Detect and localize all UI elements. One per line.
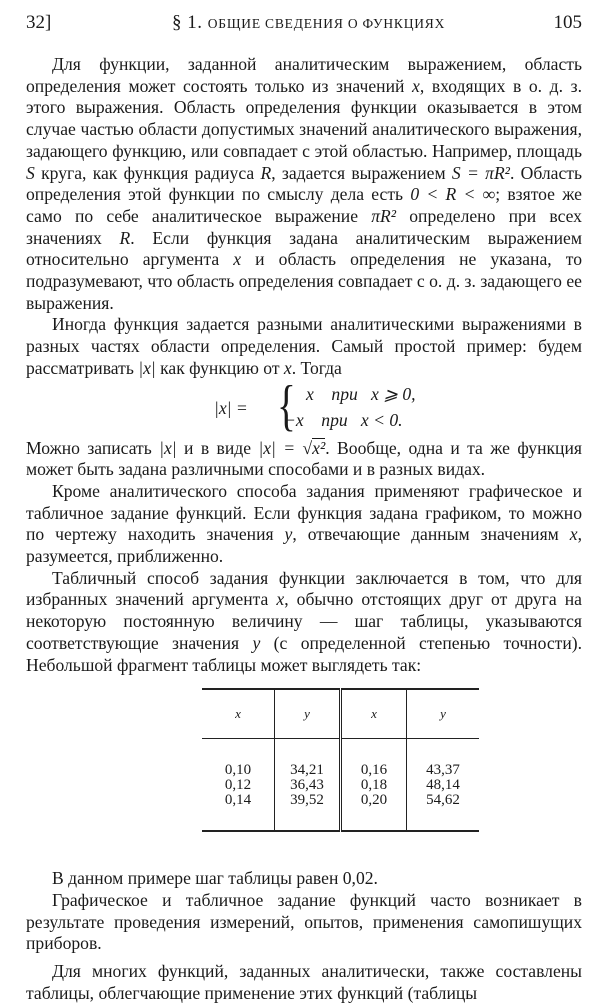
table-header-row [202, 689, 479, 739]
page-body [26, 54, 582, 1005]
function-table [202, 688, 479, 832]
table-container [26, 688, 582, 858]
table-col-y2: 43,37 48,14 54,62 [407, 739, 480, 832]
paragraph-3: Можно записать |x| и в виде |x| = √x². Вообще, одна и та же функция может быть задана различными способами и в разных видах. [26, 437, 582, 480]
domain-range: 0 < R < ∞ [410, 184, 496, 205]
table-row [202, 739, 479, 832]
section-number: § 1. [172, 12, 203, 33]
paragraph-1: Для функции, заданной аналитическим выражением, область определения может состоять только из значений x, входящих в о. д. з. этого выражения. Область определения функции оказывается в этом случае частью области допустимых значений аналитического выражения, задающего функцию, или совпадает с этой областью. Например, площадь S круга, как функция радиуса R, задается выражением S = πR². Область определения этой функции по смыслу дела есть 0 < R < ∞; взятое же само по себе аналитическое выражение πR² определено при всех значениях R. Если функция задана аналитическим выражением относительно аргумента x и область определения не указана, то подразумевают, что область определения совпадает с о. д. з. задающего ее выражения. [26, 54, 583, 313]
radicand: x² [312, 437, 326, 458]
table-col-x2: 0,16 0,18 0,20 [341, 739, 407, 832]
paragraph-8: Для многих функций, заданных аналитически, также составлены таблицы, облегчающие применение этих функций (таблицы [26, 961, 582, 1003]
table-header-y1: y [275, 689, 341, 739]
paragraph-6: В данном примере шаг таблицы равен 0,02. [52, 868, 378, 889]
formula-brace: { [277, 374, 296, 437]
section-title: ОБЩИЕ СВЕДЕНИЯ О ФУНКЦИЯХ [207, 16, 446, 31]
section-ref: 32] [26, 12, 52, 33]
table-col-y1: 34,21 36,43 39,52 [275, 739, 341, 832]
table-header-x2: x [341, 689, 407, 739]
abs-value-formula [26, 374, 582, 437]
table-col-x1: 0,10 0,12 0,14 [202, 739, 275, 832]
paragraph-2: Иногда функция задается разными аналитическими выражениями в разных частях области определения. Самый простой пример: будем рассматривать |x| как функцию от x. Тогда [26, 314, 582, 378]
paragraph-5: Табличный способ задания функции заключается в том, что для избранных значений аргумента x, обычно отстоящих друг от друга на некоторую постоянную величину — шаг таблицы, указываются соответствующие значения y (с определенной степенью точности). Небольшой фрагмент таблицы может выглядеть так: [26, 567, 582, 675]
header-title [172, 12, 445, 34]
area-formula: S = πR² [451, 162, 510, 183]
formula-case-2: −x при x < 0. [284, 409, 403, 430]
page-number: 105 [553, 12, 582, 33]
paragraph-4: Кроме аналитического способа задания применяют графическое и табличное задание функций. Если функция задана графиком, то можно по чертежу находить значения y, отвечающие данным значениям x, разумеется, приближенно. [26, 480, 582, 567]
table-header-y2: y [407, 689, 480, 739]
formula-lhs: |x| = [214, 397, 248, 418]
paragraph-7: Графическое и табличное задание функций часто возникает в результате проведения измерений, опытов, применения самопишущих приборов. [26, 889, 582, 954]
running-header [26, 12, 582, 38]
formula-case-1: x при x ⩾ 0, [306, 383, 416, 404]
table-header-x1: x [202, 689, 275, 739]
